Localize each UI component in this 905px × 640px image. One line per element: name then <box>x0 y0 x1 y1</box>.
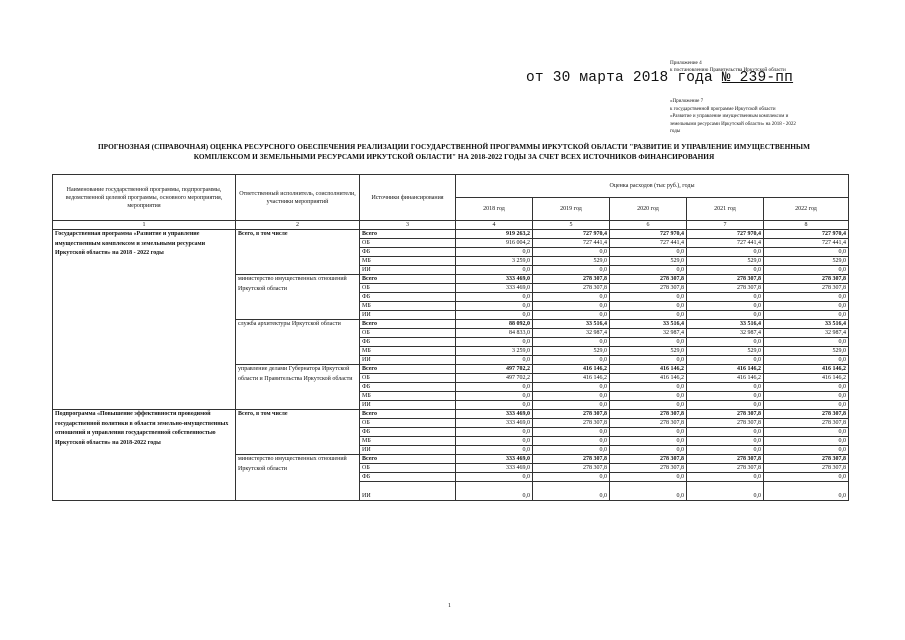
decree-date-stamp <box>526 70 793 86</box>
decree-number: № 239-пп <box>721 70 794 86</box>
source-cell: ИИ <box>360 446 456 455</box>
value-cell: 0,0 <box>610 383 687 392</box>
column-number: 3 <box>360 221 456 230</box>
value-cell: 0,0 <box>610 401 687 410</box>
value-cell: 0,0 <box>687 338 764 347</box>
value-cell: 278 307,8 <box>610 284 687 293</box>
source-cell: ОБ <box>360 374 456 383</box>
value-cell: 278 307,8 <box>533 284 610 293</box>
header-year: 2019 год <box>533 198 610 221</box>
value-cell: 32 987,4 <box>610 329 687 338</box>
column-number: 6 <box>610 221 687 230</box>
value-cell: 278 307,8 <box>610 464 687 473</box>
value-cell: 0,0 <box>687 428 764 437</box>
value-cell: 88 092,0 <box>456 320 533 329</box>
value-cell: 0,0 <box>610 446 687 455</box>
table-row <box>53 230 849 239</box>
value-cell: 727 441,4 <box>533 239 610 248</box>
value-cell: 278 307,8 <box>610 410 687 419</box>
value-cell: 0,0 <box>687 302 764 311</box>
source-cell: МБ <box>360 392 456 401</box>
value-cell: 0,0 <box>456 248 533 257</box>
column-number: 4 <box>456 221 533 230</box>
value-cell: 416 146,2 <box>610 374 687 383</box>
value-cell: 0,0 <box>687 266 764 275</box>
value-cell: 727 441,4 <box>610 239 687 248</box>
value-cell: 0,0 <box>687 482 764 501</box>
value-cell: 0,0 <box>687 401 764 410</box>
value-cell: 0,0 <box>764 428 849 437</box>
value-cell: 727 441,4 <box>687 239 764 248</box>
appendix-7-header <box>670 98 870 136</box>
value-cell: 727 970,4 <box>610 230 687 239</box>
value-cell: 416 146,2 <box>610 365 687 374</box>
source-cell: ОБ <box>360 464 456 473</box>
decree-date: от 30 марта 2018 года <box>526 70 713 86</box>
value-cell: 529,0 <box>533 257 610 266</box>
value-cell: 727 970,4 <box>533 230 610 239</box>
appendix-7-line: к государственной программе Иркутской области <box>670 106 776 112</box>
source-cell: ФБ <box>360 428 456 437</box>
value-cell: 0,0 <box>687 392 764 401</box>
value-cell: 0,0 <box>610 302 687 311</box>
value-cell: 333 469,0 <box>456 275 533 284</box>
value-cell: 416 146,2 <box>764 365 849 374</box>
value-cell: 0,0 <box>764 302 849 311</box>
document-title-line: КОМПЛЕКСОМ И ЗЕМЕЛЬНЫМИ РЕСУРСАМИ ИРКУТСКОЙ ОБЛАСТИ" НА 2018-2022 ГОДЫ ЗА СЧЕТ ВСЕХ ИСТОЧНИКОВ ФИНАНСИРОВАНИЯ <box>193 151 715 161</box>
value-cell: 0,0 <box>764 248 849 257</box>
value-cell: 529,0 <box>687 257 764 266</box>
value-cell: 0,0 <box>764 338 849 347</box>
value-cell: 0,0 <box>764 266 849 275</box>
value-cell: 416 146,2 <box>533 374 610 383</box>
executor-cell: служба архитектуры Иркутской области <box>236 320 360 365</box>
header-year: 2022 год <box>764 198 849 221</box>
value-cell: 0,0 <box>610 356 687 365</box>
value-cell: 416 146,2 <box>764 374 849 383</box>
value-cell: 0,0 <box>533 338 610 347</box>
value-cell: 0,0 <box>687 311 764 320</box>
executor-cell: Всего, в том числе <box>236 410 360 455</box>
value-cell: 278 307,8 <box>533 464 610 473</box>
value-cell: 497 702,2 <box>456 374 533 383</box>
document-title-line: ПРОГНОЗНАЯ (СПРАВОЧНАЯ) ОЦЕНКА РЕСУРСНОГО ОБЕСПЕЧЕНИЯ РЕАЛИЗАЦИИ ГОСУДАРСТВЕННОЙ ПРОГРАММЫ ИРКУТСКОЙ ОБЛАСТИ "РАЗВИТИЕ И УПРАВЛЕНИЕ ИМУЩЕСТВЕННЫМ <box>98 142 810 151</box>
value-cell: 33 516,4 <box>764 320 849 329</box>
value-cell: 0,0 <box>533 311 610 320</box>
executor-cell: управление делами Губернатора Иркутской области и Правительства Иркутской области <box>236 365 360 410</box>
value-cell: 3 259,0 <box>456 257 533 266</box>
value-cell: 278 307,8 <box>687 464 764 473</box>
value-cell: 278 307,8 <box>533 410 610 419</box>
value-cell: 0,0 <box>764 293 849 302</box>
header-year: 2021 год <box>687 198 764 221</box>
value-cell: 0,0 <box>533 293 610 302</box>
value-cell: 278 307,8 <box>687 455 764 464</box>
column-number: 1 <box>53 221 236 230</box>
value-cell: 529,0 <box>764 257 849 266</box>
value-cell: 0,0 <box>610 293 687 302</box>
value-cell: 278 307,8 <box>764 419 849 428</box>
program-name-cell: Подпрограмма «Повышение эффективности проводимой государственной политики в области земельно-имущественных отношений и управления государственной собственностью Иркутской области» на 2018-2022 годы <box>53 410 236 501</box>
value-cell: 0,0 <box>456 338 533 347</box>
source-cell: Всего <box>360 365 456 374</box>
appendix-4-line: Приложение 4 <box>670 60 702 66</box>
source-cell: ОБ <box>360 239 456 248</box>
value-cell: 529,0 <box>764 347 849 356</box>
source-cell: ФБ <box>360 248 456 257</box>
source-cell: Всего <box>360 320 456 329</box>
value-cell: 0,0 <box>610 437 687 446</box>
value-cell: 278 307,8 <box>533 275 610 284</box>
value-cell: 0,0 <box>456 266 533 275</box>
value-cell: 0,0 <box>533 437 610 446</box>
value-cell: 919 263,2 <box>456 230 533 239</box>
value-cell: 33 516,4 <box>610 320 687 329</box>
source-cell: ОБ <box>360 329 456 338</box>
value-cell: 0,0 <box>456 428 533 437</box>
column-number: 7 <box>687 221 764 230</box>
source-cell: ИИ <box>360 266 456 275</box>
value-cell: 0,0 <box>533 428 610 437</box>
value-cell: 278 307,8 <box>533 419 610 428</box>
value-cell: 3 259,0 <box>456 347 533 356</box>
value-cell: 333 469,0 <box>456 284 533 293</box>
value-cell: 0,0 <box>533 383 610 392</box>
value-cell: 0,0 <box>610 248 687 257</box>
value-cell: 727 441,4 <box>764 239 849 248</box>
value-cell: 333 469,0 <box>456 464 533 473</box>
value-cell: 497 702,2 <box>456 365 533 374</box>
value-cell: 0,0 <box>533 356 610 365</box>
source-cell: Всего <box>360 455 456 464</box>
value-cell: 0,0 <box>456 311 533 320</box>
source-cell: МБ <box>360 437 456 446</box>
value-cell: 0,0 <box>456 401 533 410</box>
value-cell: 0,0 <box>764 356 849 365</box>
document-title <box>60 142 848 161</box>
value-cell: 416 146,2 <box>533 365 610 374</box>
value-cell: 0,0 <box>764 473 849 482</box>
column-number: 2 <box>236 221 360 230</box>
value-cell: 0,0 <box>456 482 533 501</box>
header-source: Источники финансирования <box>360 175 456 221</box>
header-executor: Ответственный исполнитель, соисполнители, участники мероприятий <box>236 175 360 221</box>
value-cell: 0,0 <box>687 383 764 392</box>
header-estimate: Оценка расходов (тыс руб.), годы <box>456 175 849 198</box>
value-cell: 0,0 <box>610 473 687 482</box>
table-row <box>53 410 849 419</box>
header-year: 2020 год <box>610 198 687 221</box>
value-cell: 0,0 <box>533 401 610 410</box>
value-cell: 0,0 <box>687 356 764 365</box>
value-cell: 278 307,8 <box>687 275 764 284</box>
appendix-7-line: «Развитие и управление имущественным комплексом и <box>670 114 789 119</box>
source-cell: ИИ <box>360 311 456 320</box>
value-cell: 278 307,8 <box>764 410 849 419</box>
source-cell: ФБ <box>360 473 456 482</box>
value-cell: 727 970,4 <box>764 230 849 239</box>
value-cell: 0,0 <box>456 383 533 392</box>
appendix-7-line: «Приложение 7 <box>670 99 704 104</box>
value-cell: 529,0 <box>610 347 687 356</box>
value-cell: 0,0 <box>687 473 764 482</box>
value-cell: 0,0 <box>764 392 849 401</box>
appendix-7-line: годы <box>670 129 681 134</box>
value-cell: 416 146,2 <box>687 365 764 374</box>
value-cell: 0,0 <box>456 302 533 311</box>
value-cell: 278 307,8 <box>533 455 610 464</box>
value-cell: 0,0 <box>764 437 849 446</box>
source-cell: Всего <box>360 275 456 284</box>
value-cell: 333 469,0 <box>456 419 533 428</box>
value-cell: 0,0 <box>610 338 687 347</box>
executor-cell: министерство имущественных отношений Иркутской области <box>236 455 360 501</box>
value-cell: 529,0 <box>533 347 610 356</box>
value-cell: 278 307,8 <box>687 410 764 419</box>
value-cell: 32 987,4 <box>687 329 764 338</box>
value-cell: 33 516,4 <box>687 320 764 329</box>
value-cell: 0,0 <box>764 446 849 455</box>
value-cell: 333 469,0 <box>456 455 533 464</box>
value-cell: 32 987,4 <box>764 329 849 338</box>
appendix-7-line: земельными ресурсами Иркутской области» на 2018 - 2022 <box>670 121 796 127</box>
value-cell: 0,0 <box>456 473 533 482</box>
value-cell: 333 469,0 <box>456 410 533 419</box>
source-cell: ИИ <box>360 482 456 501</box>
executor-cell: министерство имущественных отношений Иркутской области <box>236 275 360 320</box>
value-cell: 0,0 <box>456 356 533 365</box>
source-cell: ОБ <box>360 284 456 293</box>
value-cell: 278 307,8 <box>687 284 764 293</box>
value-cell: 0,0 <box>456 437 533 446</box>
value-cell: 0,0 <box>687 248 764 257</box>
header-year: 2018 год <box>456 198 533 221</box>
value-cell: 0,0 <box>533 248 610 257</box>
program-name-cell: Государственная программа «Развитие и управление имущественным комплексом и земельными ресурсами Иркутской области» на 2018 - 2022 годы <box>53 230 236 410</box>
source-cell: ИИ <box>360 401 456 410</box>
appendix-4-line: к постановлению Правительства Иркутской области <box>670 67 786 73</box>
value-cell: 0,0 <box>533 302 610 311</box>
value-cell: 278 307,8 <box>610 419 687 428</box>
value-cell: 0,0 <box>764 482 849 501</box>
source-cell: ИИ <box>360 356 456 365</box>
value-cell: 0,0 <box>687 437 764 446</box>
value-cell: 0,0 <box>764 311 849 320</box>
value-cell: 0,0 <box>764 401 849 410</box>
value-cell: 278 307,8 <box>610 275 687 284</box>
source-cell: МБ <box>360 302 456 311</box>
column-number-row <box>53 221 849 230</box>
value-cell: 278 307,8 <box>610 455 687 464</box>
value-cell: 278 307,8 <box>764 464 849 473</box>
source-cell: ФБ <box>360 383 456 392</box>
value-cell: 0,0 <box>533 482 610 501</box>
value-cell: 84 833,0 <box>456 329 533 338</box>
value-cell: 0,0 <box>610 482 687 501</box>
value-cell: 0,0 <box>533 392 610 401</box>
value-cell: 0,0 <box>456 446 533 455</box>
source-cell: ФБ <box>360 293 456 302</box>
value-cell: 0,0 <box>610 266 687 275</box>
source-cell: Всего <box>360 230 456 239</box>
value-cell: 0,0 <box>764 383 849 392</box>
value-cell: 916 004,2 <box>456 239 533 248</box>
source-cell: МБ <box>360 347 456 356</box>
value-cell: 0,0 <box>533 473 610 482</box>
value-cell: 529,0 <box>610 257 687 266</box>
value-cell: 0,0 <box>533 446 610 455</box>
value-cell: 278 307,8 <box>764 284 849 293</box>
value-cell: 278 307,8 <box>764 275 849 284</box>
column-number: 8 <box>764 221 849 230</box>
value-cell: 33 516,4 <box>533 320 610 329</box>
value-cell: 529,0 <box>687 347 764 356</box>
budget-table <box>52 174 849 501</box>
value-cell: 0,0 <box>456 293 533 302</box>
value-cell: 0,0 <box>533 266 610 275</box>
value-cell: 0,0 <box>687 446 764 455</box>
header-row <box>53 175 849 198</box>
value-cell: 32 987,4 <box>533 329 610 338</box>
page-number: 1 <box>448 603 451 609</box>
value-cell: 727 970,4 <box>687 230 764 239</box>
value-cell: 0,0 <box>610 392 687 401</box>
value-cell: 0,0 <box>610 311 687 320</box>
value-cell: 416 146,2 <box>687 374 764 383</box>
source-cell: ФБ <box>360 338 456 347</box>
source-cell: ОБ <box>360 419 456 428</box>
value-cell: 278 307,8 <box>764 455 849 464</box>
value-cell: 0,0 <box>610 428 687 437</box>
value-cell: 0,0 <box>687 293 764 302</box>
value-cell: 0,0 <box>456 392 533 401</box>
column-number: 5 <box>533 221 610 230</box>
source-cell: Всего <box>360 410 456 419</box>
value-cell: 278 307,8 <box>687 419 764 428</box>
executor-cell: Всего, в том числе <box>236 230 360 275</box>
source-cell: МБ <box>360 257 456 266</box>
header-name: Наименование государственной программы, подпрограммы, ведомственной целевой программы, основного мероприятия, мероприятия <box>53 175 236 221</box>
